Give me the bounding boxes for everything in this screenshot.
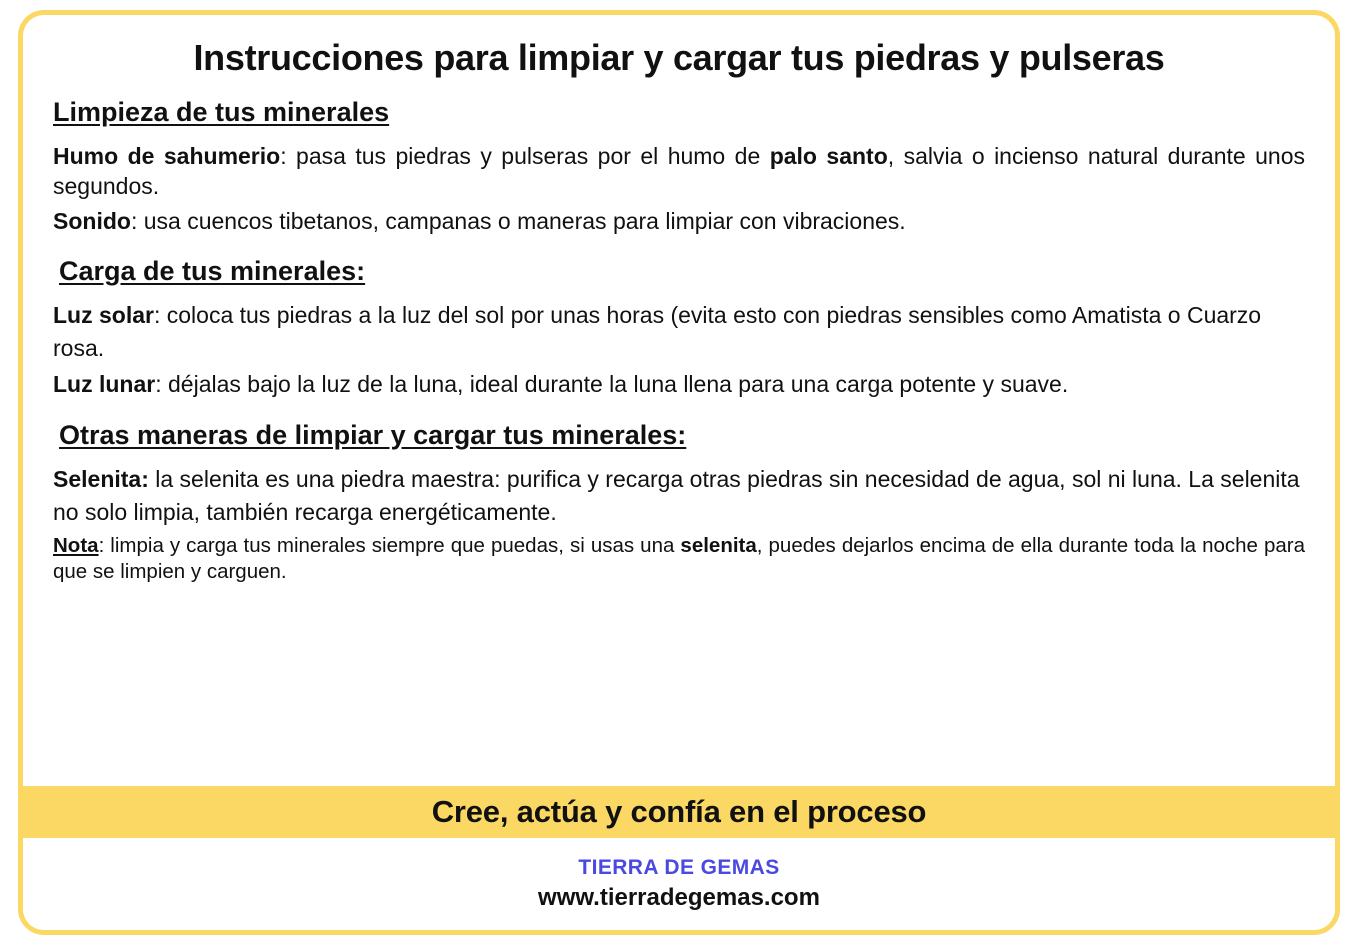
note-text-b: , puedes dejarlos encima de ella durante toda la noche para que se limpien y carguen.: [53, 533, 1305, 584]
paragraph-text-a: la selenita es una piedra maestra: purifica y recarga otras piedras sin necesidad de agua, sol ni luna. La selenita no solo limpia, también recarga energéticamente.: [53, 466, 1300, 525]
section-heading-carga: Carga de tus minerales:: [59, 255, 366, 286]
document-body: [23, 15, 1335, 778]
banner-text: Cree, actúa y confía en el proceso: [431, 794, 927, 829]
note-strong: selenita: [680, 533, 757, 557]
paragraph-lead: Luz solar: [53, 301, 154, 328]
footer: [23, 838, 1335, 930]
paragraph-text-a: : usa cuencos tibetanos, campanas o maneras para limpiar con vibraciones.: [130, 207, 906, 234]
paragraph-luz-lunar: [53, 368, 1305, 401]
brand-name: TIERRA DE GEMAS: [578, 856, 780, 879]
website-url: www.tierradegemas.com: [538, 884, 820, 911]
paragraph-text: [53, 368, 1305, 401]
paragraph-lead: Sonido: [53, 207, 131, 234]
note-label: Nota: [53, 533, 99, 557]
paragraph-sonido: [53, 206, 1305, 237]
paragraph-text-b: , salvia o incienso natural durante unos segundos.: [53, 142, 1305, 200]
section-heading-otras-maneras: Otras maneras de limpiar y cargar tus minerales:: [59, 419, 687, 450]
paragraph-text-a: : déjalas bajo la luz de la luna, ideal durante la luna llena para una carga potente y suave.: [155, 371, 1069, 398]
note-text-a: : limpia y carga tus minerales siempre que puedas, si usas una: [98, 533, 681, 557]
document-card: [18, 10, 1340, 935]
paragraph-lead: Selenita:: [53, 466, 149, 493]
paragraph-text: [53, 463, 1305, 528]
paragraph-selenita: [53, 463, 1305, 528]
paragraph-humo-de-sahumerio: [53, 141, 1305, 202]
paragraph-text-a: : pasa tus piedras y pulseras por el humo de: [280, 142, 770, 169]
paragraph-strong: palo santo: [769, 142, 888, 169]
paragraph-lead: Luz lunar: [53, 371, 156, 398]
section-heading-limpieza: Limpieza de tus minerales: [53, 97, 390, 128]
paragraph-nota: [53, 533, 1305, 586]
page-title: Instrucciones para limpiar y cargar tus piedras y pulseras: [193, 37, 1165, 78]
paragraph-luz-solar: [53, 299, 1305, 364]
paragraph-text-a: : coloca tus piedras a la luz del sol por unas horas (evita esto con piedras sensibles como Amatista o Cuarzo rosa.: [53, 301, 1262, 361]
paragraph-text: [53, 141, 1305, 202]
paragraph-text: [53, 533, 1305, 586]
highlight-banner: [23, 786, 1335, 838]
paragraph-text: [53, 206, 1305, 237]
paragraph-text: [53, 299, 1305, 364]
paragraph-lead: Humo de sahumerio: [53, 142, 281, 169]
